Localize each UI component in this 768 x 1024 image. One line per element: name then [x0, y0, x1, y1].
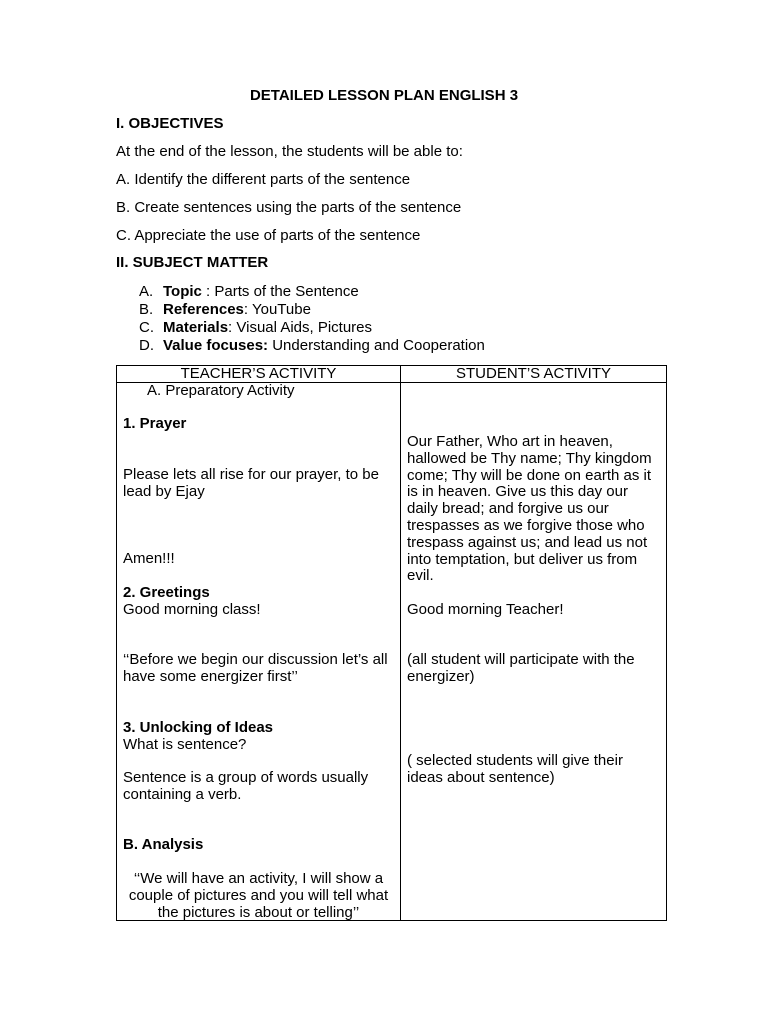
- greetings-heading: 2. Greetings: [123, 584, 210, 601]
- prayer-heading: 1. Prayer: [123, 415, 187, 432]
- analysis-heading: B. Analysis: [123, 836, 204, 853]
- item-letter: D.: [139, 337, 154, 354]
- subject-matter-item: [139, 301, 311, 319]
- item-letter: B.: [139, 301, 154, 318]
- energizer-instruction: ‘‘Before we begin our discussion let’s all have some energizer first’’: [123, 651, 388, 685]
- student-activity-cell: [401, 383, 667, 921]
- table-header-row: [117, 366, 667, 383]
- objective-item: B. Create sentences using the parts of the sentence: [116, 199, 462, 216]
- teacher-activity-cell: [117, 383, 401, 921]
- objectives-intro: At the end of the lesson, the students will be able to:: [116, 143, 463, 160]
- subject-matter-item: [139, 337, 485, 355]
- sentence-definition: Sentence is a group of words usually containing a verb.: [123, 769, 369, 803]
- item-letter: A.: [139, 283, 154, 300]
- item-sep: :: [201, 283, 215, 300]
- student-energizer: (all student will participate with the energizer): [407, 651, 635, 685]
- teacher-activity-header: TEACHER’S ACTIVITY: [117, 366, 401, 383]
- subject-matter-heading: II. SUBJECT MATTER: [116, 254, 269, 271]
- item-letter: C.: [139, 319, 154, 336]
- item-value: YouTube: [251, 301, 311, 318]
- subject-matter-item: [139, 319, 372, 337]
- amen-text: Amen!!!: [123, 550, 175, 567]
- item-sep: :: [228, 319, 237, 336]
- objective-item: A. Identify the different parts of the sentence: [116, 171, 411, 188]
- student-prayer: Our Father, Who art in heaven, hallowed be Thy name; Thy kingdom come; Thy will be done on earth as it is in heaven. Give us this day our daily bread; and forgive us our trespasses as we forgive those who trespass against us; and lead us not into temptation, but deliver us from evil.: [407, 433, 652, 585]
- item-key: References: [163, 301, 244, 318]
- objective-item: C. Appreciate the use of parts of the sentence: [116, 227, 421, 244]
- item-sep: :: [243, 301, 252, 318]
- student-activity-header: STUDENT’S ACTIVITY: [401, 366, 667, 383]
- item-value: Visual Aids, Pictures: [236, 319, 373, 336]
- student-ideas: ( selected students will give their ideas about sentence): [407, 752, 623, 786]
- subject-matter-item: [139, 283, 359, 301]
- objectives-heading: I. OBJECTIVES: [116, 115, 224, 132]
- item-key: Value focuses:: [163, 337, 269, 354]
- item-value: Parts of the Sentence: [214, 283, 359, 300]
- unlocking-heading: 3. Unlocking of Ideas: [123, 719, 274, 736]
- item-key: Topic: [163, 283, 202, 300]
- item-key: Materials: [163, 319, 229, 336]
- item-value: Understanding and Cooperation: [272, 337, 485, 354]
- greetings-text: Good morning class!: [123, 601, 261, 618]
- prayer-instruction: Please lets all rise for our prayer, to be lead by Ejay: [123, 466, 379, 500]
- analysis-instruction: ‘‘We will have an activity, I will show a couple of pictures and you will tell what the pictures is about or telling’’: [128, 870, 389, 921]
- document-title: DETAILED LESSON PLAN ENGLISH 3: [249, 87, 519, 104]
- unlocking-question: What is sentence?: [123, 736, 247, 753]
- preparatory-activity: A. Preparatory Activity: [147, 382, 295, 399]
- table-row: [117, 383, 667, 921]
- activity-table: [116, 365, 667, 921]
- student-greeting: Good morning Teacher!: [407, 601, 564, 618]
